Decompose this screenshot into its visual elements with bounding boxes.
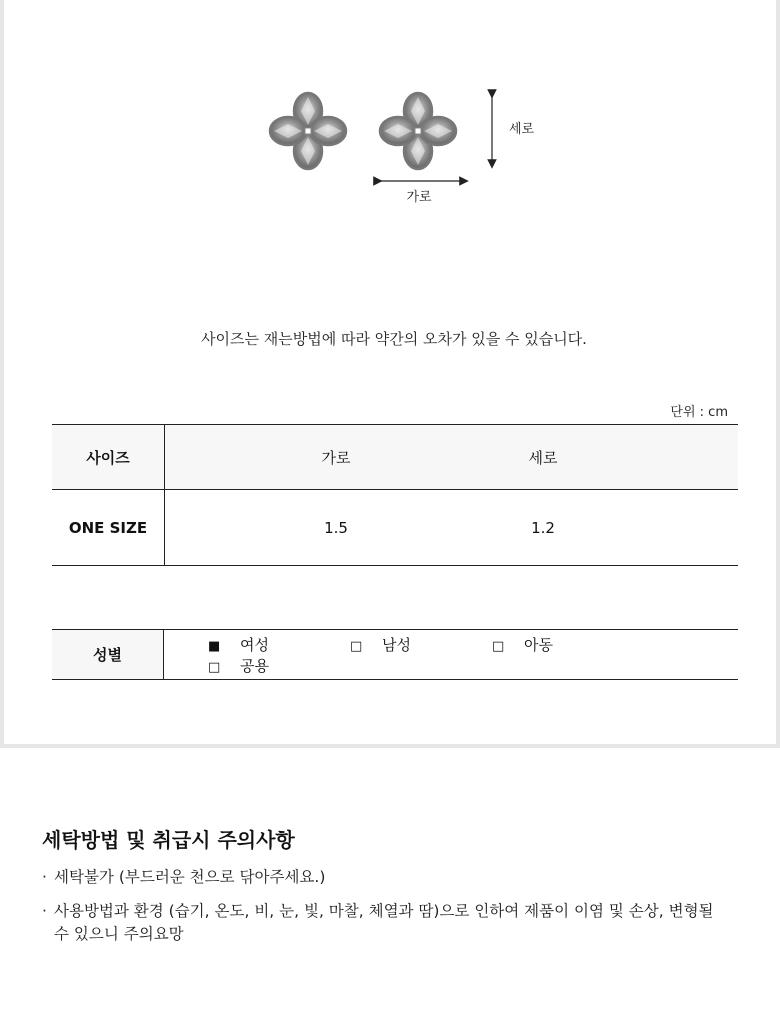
earring-illustration <box>4 0 780 220</box>
gender-option-label: 아동 <box>524 635 553 654</box>
gender-option-unisex <box>208 655 350 676</box>
checkbox-icon: □ <box>350 638 363 654</box>
list-item <box>42 866 722 889</box>
gender-option-label: 공용 <box>240 656 269 675</box>
care-instructions-list <box>42 866 722 957</box>
gender-options <box>164 630 739 680</box>
header-height-text: 세로 <box>528 448 558 467</box>
care-item-text: 세탁불가 (부드러운 천으로 닦아주세요.) <box>54 868 326 886</box>
size-disclaimer: 사이즈는 재는방법에 따라 약간의 오차가 있을 수 있습니다. <box>201 330 587 348</box>
gender-table <box>52 629 738 680</box>
table-row <box>52 490 738 566</box>
height-label: 세로 <box>509 122 535 137</box>
bullet: · <box>42 902 47 920</box>
header-width: 가로 <box>165 425 508 490</box>
gender-row <box>52 630 738 680</box>
size-table <box>52 424 738 566</box>
bullet: · <box>42 868 47 886</box>
checkbox-icon-checked: ■ <box>208 638 221 654</box>
gender-option-kids <box>492 634 634 655</box>
gender-option-label: 여성 <box>240 635 269 654</box>
header-height <box>507 425 738 490</box>
gender-option-label: 남성 <box>382 635 411 654</box>
gender-label: 성별 <box>52 630 164 680</box>
header-size: 사이즈 <box>52 425 165 490</box>
earring-right <box>380 93 456 169</box>
earring-left <box>270 93 346 169</box>
row-height-text: 1.2 <box>531 518 555 537</box>
width-label: 가로 <box>406 190 432 205</box>
gender-option-female <box>208 634 350 655</box>
gender-option-male <box>350 634 492 655</box>
care-instructions-title: 세탁방법 및 취급시 주의사항 <box>42 828 295 852</box>
row-width: 1.5 <box>165 490 508 566</box>
size-table-header <box>52 425 738 490</box>
checkbox-icon: □ <box>208 659 221 675</box>
care-item-text: 사용방법과 환경 (습기, 온도, 비, 눈, 빛, 마찰, 체열과 땀)으로 인하여 제품이 이염 및 손상, 변형될 수 있으니 주의요망 <box>54 902 714 943</box>
row-height <box>507 490 738 566</box>
unit-label: 단위 : cm <box>670 405 728 420</box>
row-size: ONE SIZE <box>52 490 165 566</box>
checkbox-icon: □ <box>492 638 505 654</box>
list-item <box>42 900 722 946</box>
